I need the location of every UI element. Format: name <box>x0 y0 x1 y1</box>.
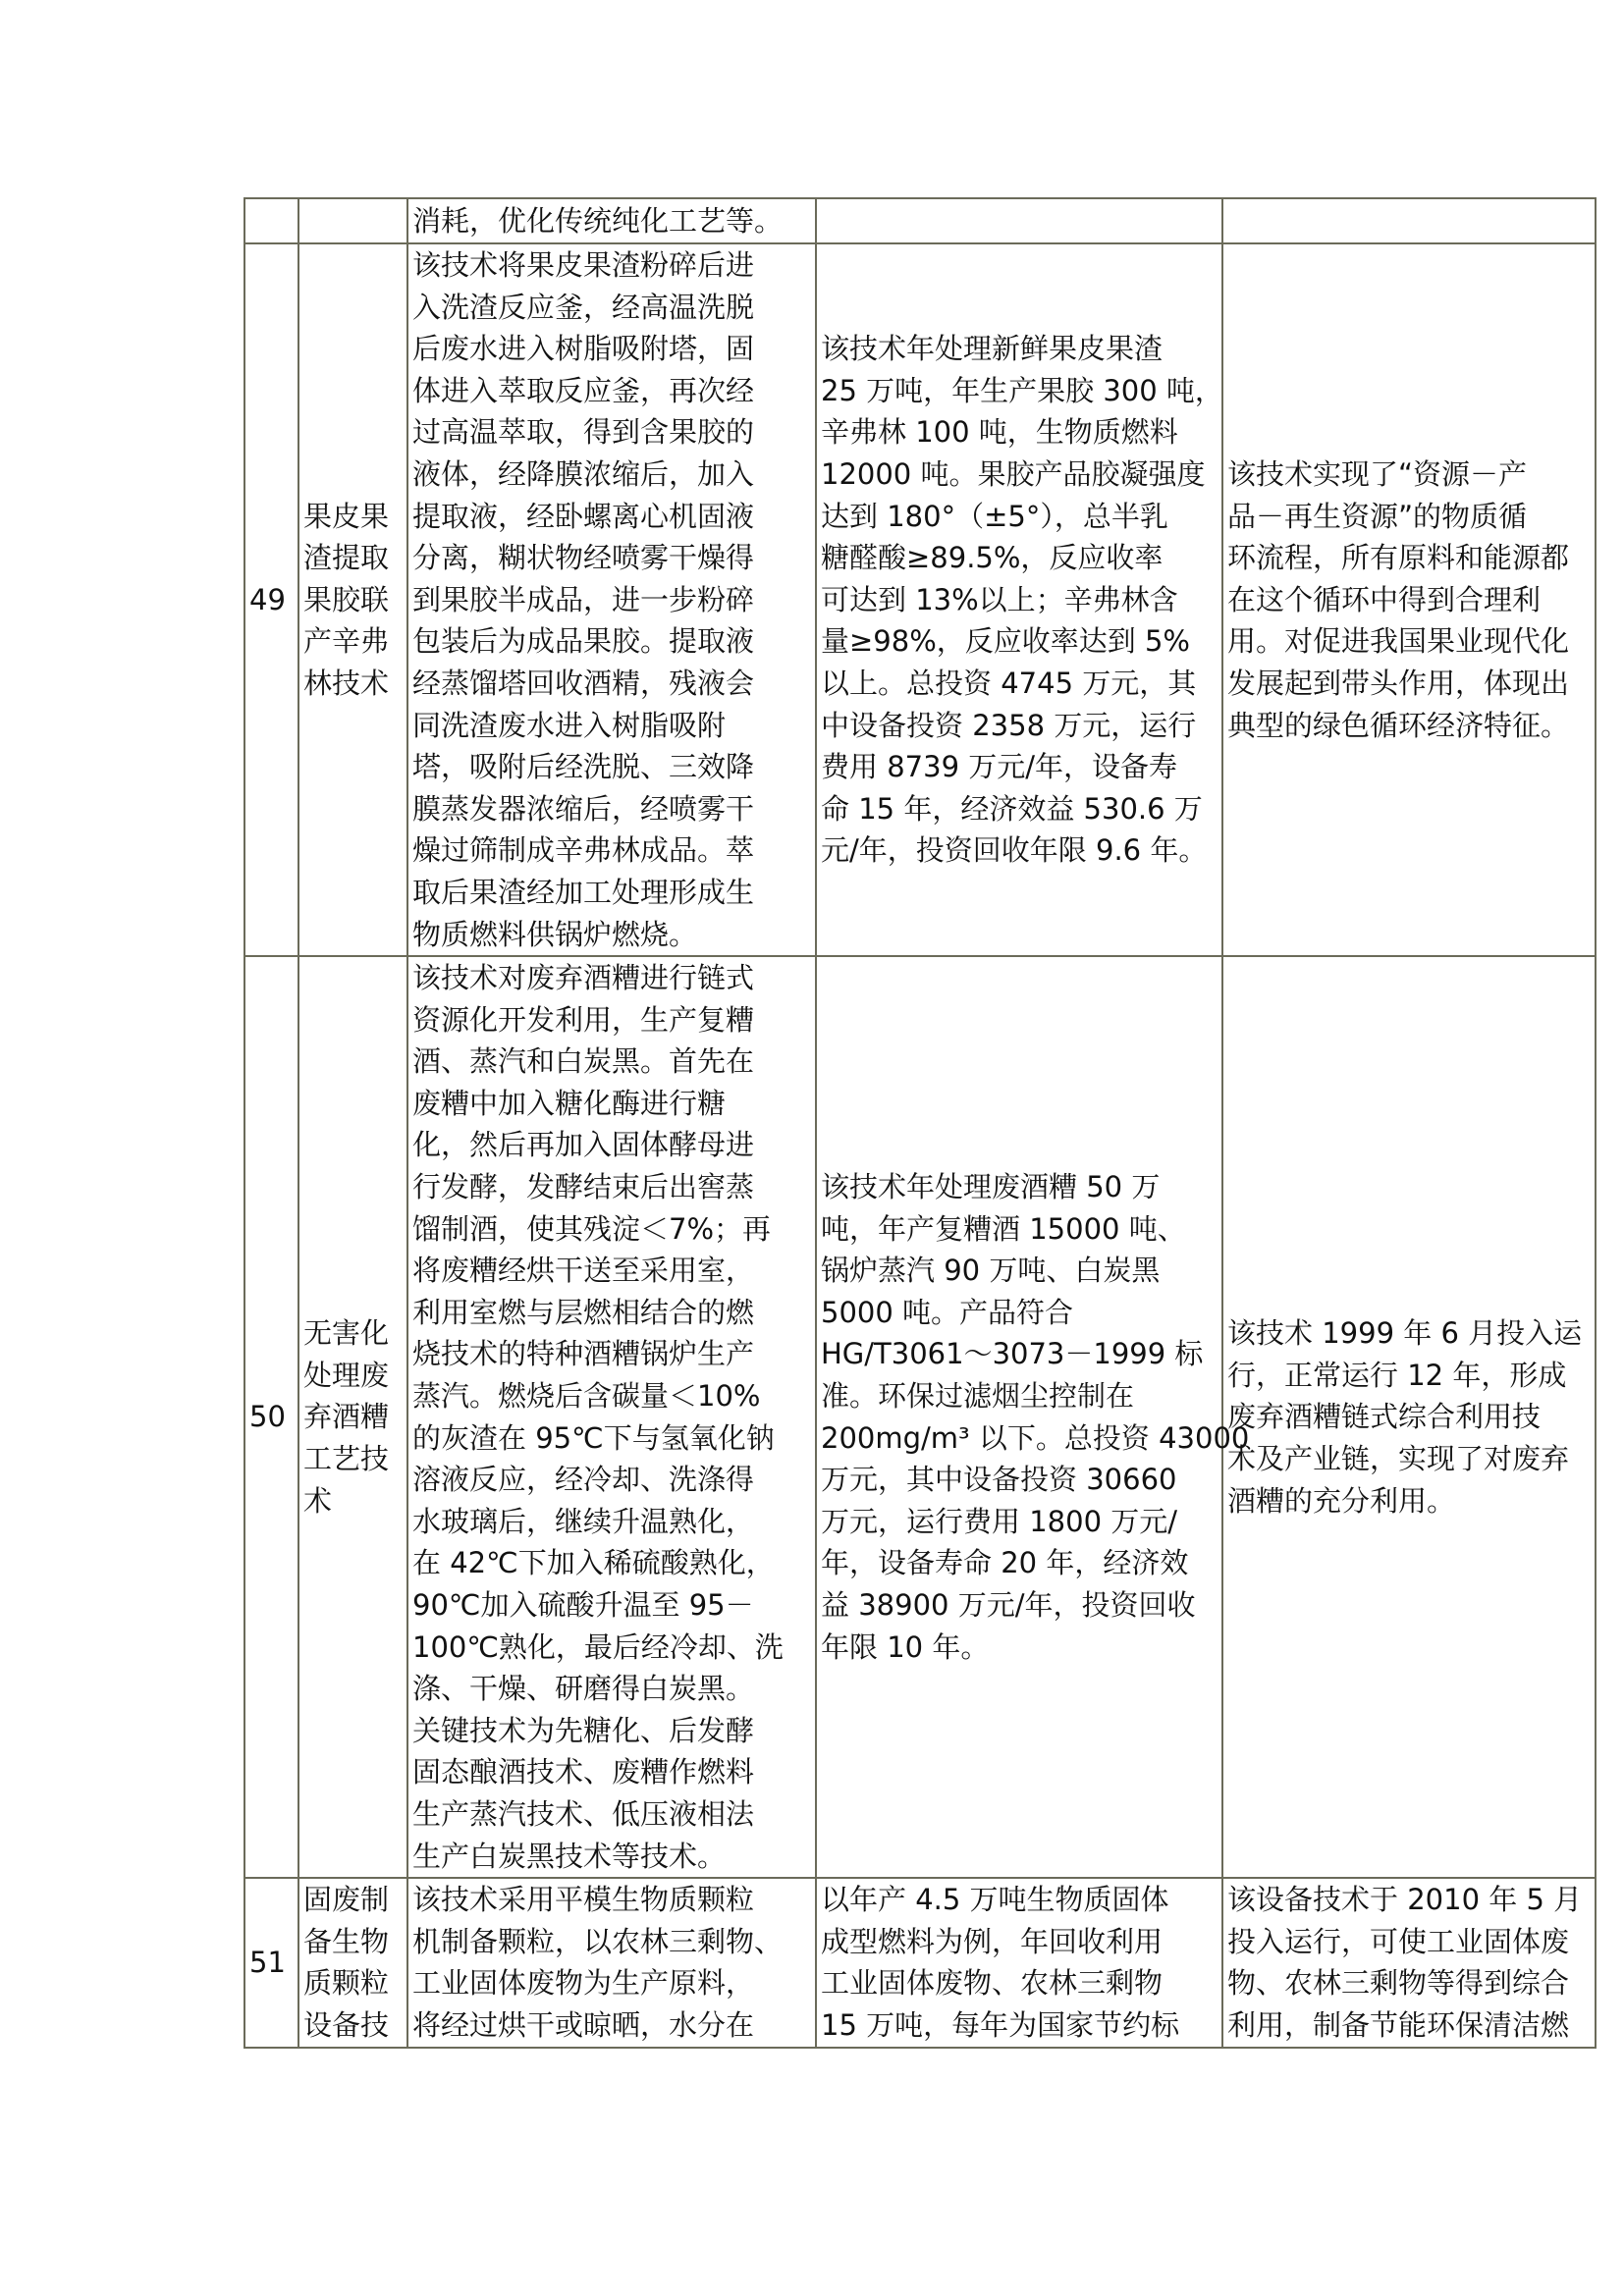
technology-description-line: 100℃熟化，最后经冷却、洗 <box>412 1629 784 1664</box>
technology-name-cell <box>298 956 407 1878</box>
technology-description-line: 塔，吸附后经洗脱、三效降 <box>412 750 755 784</box>
technology-description-line: 工业固体废物为生产原料， <box>412 1966 755 2001</box>
technology-name-line: 产辛弗 <box>303 624 390 659</box>
technology-description-cell <box>407 956 816 1878</box>
technology-name-line: 工艺技 <box>303 1441 390 1475</box>
table-body <box>244 198 1596 2048</box>
technology-description-line: 资源化开发利用，生产复糟 <box>412 1002 755 1037</box>
technology-evaluation-line: 环流程，所有原料和能源都 <box>1227 541 1570 575</box>
technology-effect-line: 万元，其中设备投资 30660 <box>821 1463 1177 1497</box>
technology-effect-line: 工业固体废物、农林三剩物 <box>821 1966 1164 2001</box>
technology-effect-cell <box>816 198 1222 243</box>
table-row <box>244 198 1596 243</box>
technology-effect-line: 量≥98%，反应收率达到 5% <box>821 624 1190 659</box>
technology-description-line: 化，然后再加入固体酵母进 <box>412 1128 755 1162</box>
technology-description-line: 涤、干燥、研磨得白炭黑。 <box>412 1672 755 1706</box>
technology-effect-line: 万元，运行费用 1800 万元/ <box>821 1504 1178 1538</box>
technology-evaluation-line: 术及产业链，实现了对废弃 <box>1227 1441 1570 1475</box>
technology-description-line: 包装后为成品果胶。提取液 <box>412 624 755 659</box>
technology-name-cell <box>298 198 407 243</box>
technology-description-line: 烧技术的特种酒糟锅炉生产 <box>412 1337 755 1371</box>
technology-effect-cell <box>816 1878 1222 2047</box>
technology-description-line: 溶液反应，经冷却、洗涤得 <box>412 1463 755 1497</box>
technology-description-line: 消耗，优化传统纯化工艺等。 <box>412 203 784 238</box>
technology-description-cell <box>407 1878 816 2047</box>
technology-description-line: 馏制酒，使其残淀＜7%；再 <box>412 1211 772 1246</box>
technology-description-line: 将经过烘干或晾晒，水分在 <box>412 2007 755 2042</box>
technology-name-line: 固废制 <box>303 1883 390 1917</box>
technology-effect-line: 费用 8739 万元/年，设备寿 <box>821 750 1178 784</box>
technology-description-line: 膜蒸发器浓缩后，经喷雾干 <box>412 791 755 826</box>
technology-effect-line: HG/T3061～3073－1999 标 <box>821 1337 1204 1371</box>
technology-description-line: 关键技术为先糖化、后发酵 <box>412 1713 755 1747</box>
technology-evaluation-line: 该技术 1999 年 6 月投入运 <box>1227 1316 1583 1351</box>
technology-description-line: 该技术采用平模生物质颗粒 <box>412 1883 755 1917</box>
technology-description-line: 利用室燃与层燃相结合的燃 <box>412 1295 755 1329</box>
technology-evaluation-line: 废弃酒糟链式综合利用技 <box>1227 1400 1542 1434</box>
technology-name-line: 无害化 <box>303 1316 390 1351</box>
technology-evaluation-line: 典型的绿色循环经济特征。 <box>1227 708 1570 742</box>
technology-evaluation-line: 用。对促进我国果业现代化 <box>1227 624 1570 659</box>
technology-evaluation-line: 品－再生资源”的物质循 <box>1227 499 1528 533</box>
technology-name-line: 设备技 <box>303 2007 390 2042</box>
technology-name-line: 林技术 <box>303 666 390 700</box>
technology-description-line: 水玻璃后，继续升温熟化， <box>412 1504 755 1538</box>
technology-effect-line: 该技术年处理新鲜果皮果渣 <box>821 332 1164 366</box>
technology-description-line: 同洗渣废水进入树脂吸附 <box>412 708 727 742</box>
row-number-cell <box>244 198 298 243</box>
technology-description-line: 酒、蒸汽和白炭黑。首先在 <box>412 1044 755 1079</box>
technology-effect-line: 吨，年产复糟酒 15000 吨、 <box>821 1211 1186 1246</box>
technology-evaluation-line: 行，正常运行 12 年，形成 <box>1227 1358 1567 1392</box>
technology-description-line: 的灰渣在 95℃下与氢氧化钠 <box>412 1420 775 1455</box>
technology-description-line: 取后果渣经加工处理形成生 <box>412 875 755 909</box>
technology-effect-line: 200mg/m³ 以下。总投资 43000 <box>821 1420 1250 1455</box>
technology-description-line: 燥过筛制成辛弗林成品。萃 <box>412 833 755 868</box>
technology-evaluation-cell <box>1222 198 1596 243</box>
technology-description-line: 生产蒸汽技术、低压液相法 <box>412 1796 755 1831</box>
technology-evaluation-line: 发展起到带头作用，体现出 <box>1227 666 1570 700</box>
technology-effect-line: 可达到 13%以上；辛弗林含 <box>821 582 1178 616</box>
technology-evaluation-cell <box>1222 956 1596 1878</box>
technology-effect-line: 年限 10 年。 <box>821 1629 990 1664</box>
technology-evaluation-cell <box>1222 1878 1596 2047</box>
technology-evaluation-cell <box>1222 243 1596 956</box>
technology-name-line: 备生物 <box>303 1924 390 1958</box>
technology-description-line: 后废水进入树脂吸附塔，固 <box>412 332 755 366</box>
technology-name-line: 渣提取 <box>303 541 390 575</box>
technology-description-line: 液体，经降膜浓缩后，加入 <box>412 456 755 491</box>
technology-name-line: 处理废 <box>303 1358 390 1392</box>
technology-evaluation-line: 该技术实现了“资源－产 <box>1227 456 1528 491</box>
technology-effect-line: 成型燃料为例，年回收利用 <box>821 1924 1164 1958</box>
table-row <box>244 1878 1596 2047</box>
technology-effect-line: 25 万吨，年生产果胶 300 吨， <box>821 373 1223 407</box>
technology-name-cell <box>298 243 407 956</box>
table-row <box>244 956 1596 1878</box>
technology-description-line: 过高温萃取，得到含果胶的 <box>412 415 755 450</box>
technology-effect-line: 12000 吨。果胶产品胶凝强度 <box>821 456 1206 491</box>
technology-description-line: 体进入萃取反应釜，再次经 <box>412 373 755 407</box>
technology-description-line: 提取液，经卧螺离心机固液 <box>412 499 755 533</box>
technology-name-line: 果胶联 <box>303 582 390 616</box>
technology-description-line: 到果胶半成品，进一步粉碎 <box>412 582 755 616</box>
technology-effect-line: 以年产 4.5 万吨生物质固体 <box>821 1883 1169 1917</box>
row-number-cell <box>244 956 298 1878</box>
technology-name-line: 弃酒糟 <box>303 1400 390 1434</box>
technology-evaluation-line: 投入运行，可使工业固体废 <box>1227 1924 1570 1958</box>
technology-description-line: 入洗渣反应釜，经高温洗脱 <box>412 290 755 324</box>
technology-evaluation-line: 该设备技术于 2010 年 5 月 <box>1227 1883 1583 1917</box>
technology-description-line: 分离，糊状物经喷雾干燥得 <box>412 541 755 575</box>
technology-effect-line: 以上。总投资 4745 万元，其 <box>821 666 1197 700</box>
technology-description-line: 废糟中加入糖化酶进行糖 <box>412 1086 727 1120</box>
technology-description-line: 固态酿酒技术、废糟作燃料 <box>412 1755 755 1789</box>
technology-description-line: 将废糟经烘干送至采用室， <box>412 1254 755 1288</box>
technology-effect-line: 辛弗林 100 吨，生物质燃料 <box>821 415 1178 450</box>
row-number: 49 <box>249 582 286 616</box>
technology-effect-line: 锅炉蒸汽 90 万吨、白炭黑 <box>821 1254 1161 1288</box>
technology-evaluation-line: 在这个循环中得到合理利 <box>1227 582 1542 616</box>
technology-description-cell <box>407 243 816 956</box>
technology-evaluation-line: 利用，制备节能环保清洁燃 <box>1227 2007 1570 2042</box>
technology-evaluation-line: 酒糟的充分利用。 <box>1227 1483 1456 1518</box>
technology-effect-line: 元/年，投资回收年限 9.6 年。 <box>821 833 1208 868</box>
technology-description-line: 90℃加入硫酸升温至 95－ <box>412 1588 754 1622</box>
technology-description-line: 行发酵，发酵结束后出窖蒸 <box>412 1170 755 1204</box>
technology-effect-cell <box>816 243 1222 956</box>
technology-description-line: 生产白炭黑技术等技术。 <box>412 1839 727 1873</box>
technology-description-line: 经蒸馏塔回收酒精，残液会 <box>412 666 755 700</box>
technology-description-line: 蒸汽。燃烧后含碳量＜10% <box>412 1379 761 1414</box>
row-number-cell <box>244 243 298 956</box>
technology-name-line: 果皮果 <box>303 499 390 533</box>
technology-effect-line: 5000 吨。产品符合 <box>821 1295 1074 1329</box>
technology-description-line: 该技术对废弃酒糟进行链式 <box>412 961 755 995</box>
technology-effect-line: 达到 180°（±5°），总半乳 <box>821 499 1168 533</box>
technology-name-cell <box>298 1878 407 2047</box>
technology-effect-line: 年，设备寿命 20 年，经济效 <box>821 1546 1189 1580</box>
technology-effect-line: 糖醛酸≥89.5%，反应收率 <box>821 541 1164 575</box>
technology-name-line: 术 <box>303 1483 333 1518</box>
technology-effect-line: 15 万吨，每年为国家节约标 <box>821 2007 1180 2042</box>
technology-effect-line: 该技术年处理废酒糟 50 万 <box>821 1170 1161 1204</box>
technology-description-line: 机制备颗粒，以农林三剩物、 <box>412 1924 784 1958</box>
technology-table <box>244 197 1597 2049</box>
row-number-cell <box>244 1878 298 2047</box>
technology-effect-line: 益 38900 万元/年，投资回收 <box>821 1588 1196 1622</box>
technology-description-line: 该技术将果皮果渣粉碎后进 <box>412 248 755 282</box>
technology-description-line: 在 42℃下加入稀硫酸熟化， <box>412 1546 775 1580</box>
technology-description-cell <box>407 198 816 243</box>
row-number: 51 <box>249 1946 286 1980</box>
row-number: 50 <box>249 1400 286 1434</box>
technology-name-line: 质颗粒 <box>303 1966 390 2001</box>
technology-effect-line: 准。环保过滤烟尘控制在 <box>821 1379 1135 1414</box>
table-row <box>244 243 1596 956</box>
technology-description-line: 物质燃料供锅炉燃烧。 <box>412 917 698 951</box>
technology-evaluation-line: 物、农林三剩物等得到综合 <box>1227 1966 1570 2001</box>
technology-effect-line: 中设备投资 2358 万元，运行 <box>821 708 1197 742</box>
technology-effect-line: 命 15 年，经济效益 530.6 万 <box>821 791 1203 826</box>
technology-effect-cell <box>816 956 1250 1878</box>
